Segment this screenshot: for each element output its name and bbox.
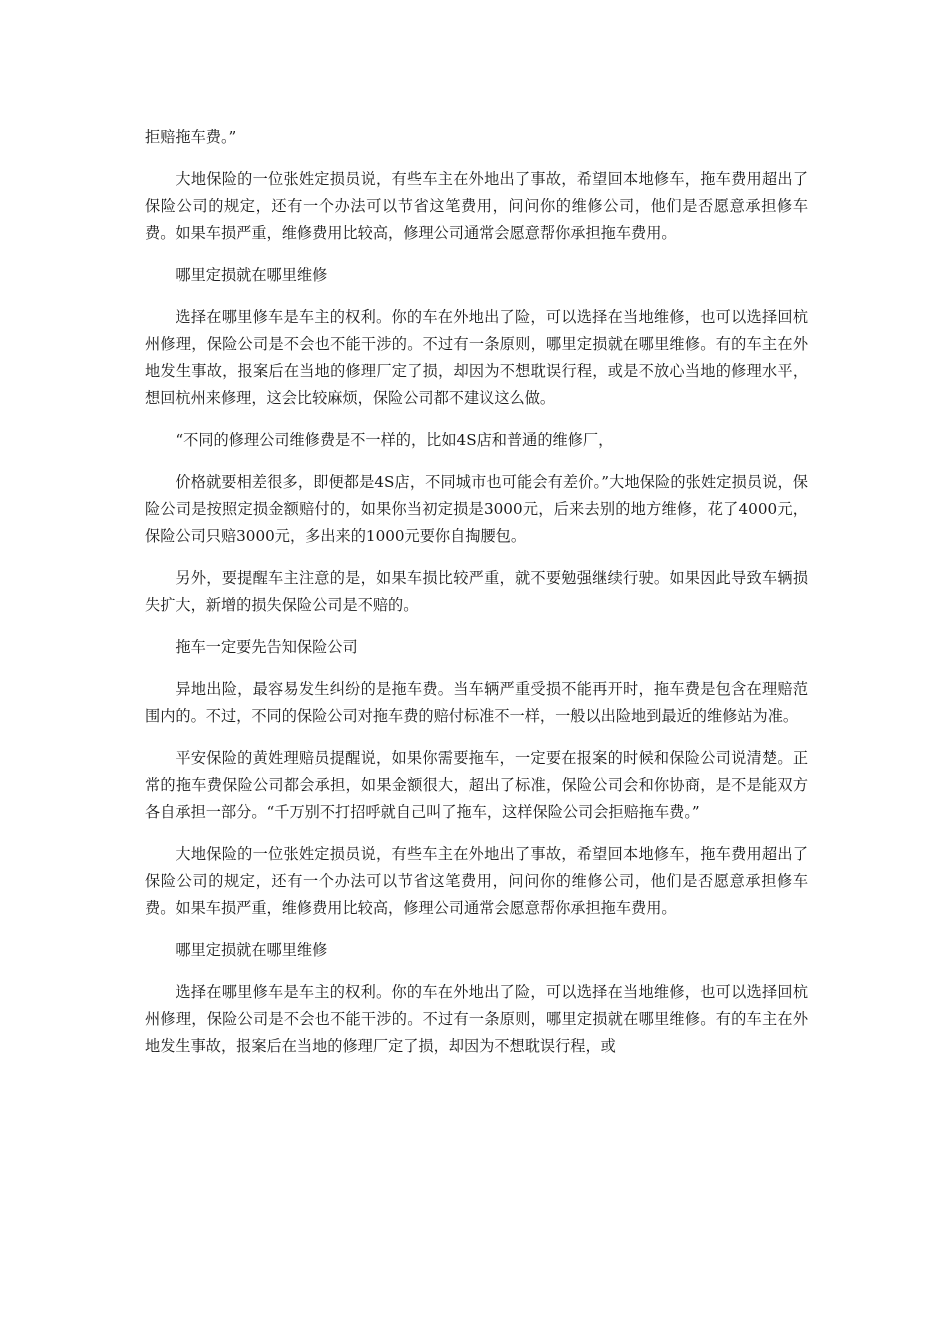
section-heading: 哪里定损就在哪里维修 bbox=[175, 266, 328, 284]
paragraph-continuation: 拒赔拖车费。” bbox=[145, 128, 237, 146]
paragraph: 价格就要相差很多，即便都是4S店，不同城市也可能会有差价。”大地保险的张姓定损员说，保险公司是按照定损金额赔付的，如果你当初定损是3000元，后来去别的地方维修，花了4000元，保险公司只赔3000元，多出来的1000元要你自掏腰包。 bbox=[145, 473, 808, 545]
document-page bbox=[145, 124, 808, 1075]
paragraph: 选择在哪里修车是车主的权利。你的车在外地出了险，可以选择在当地维修，也可以选择回杭州修理，保险公司是不会也不能干涉的。不过有一条原则，哪里定损就在哪里维修。有的车主在外地发生事故，报案后在当地的修理厂定了损，却因为不想耽误行程，或是不放心当地的修理水平，想回杭州来修理，这会比较麻烦，保险公司都不建议这么做。 bbox=[145, 308, 808, 407]
paragraph: 平安保险的黄姓理赔员提醒说，如果你需要拖车，一定要在报案的时候和保险公司说清楚。正常的拖车费保险公司都会承担，如果金额很大，超出了标准，保险公司会和你协商，是不是能双方各自承担一部分。“千万别不打招呼就自己叫了拖车，这样保险公司会拒赔拖车费。” bbox=[145, 749, 808, 821]
paragraph: 大地保险的一位张姓定损员说，有些车主在外地出了事故，希望回本地修车，拖车费用超出了保险公司的规定，还有一个办法可以节省这笔费用，问问你的维修公司，他们是否愿意承担修车费。如果车损严重，维修费用比较高，修理公司通常会愿意帮你承担拖车费用。 bbox=[145, 170, 808, 242]
section-heading: 哪里定损就在哪里维修 bbox=[175, 941, 328, 959]
paragraph: 大地保险的一位张姓定损员说，有些车主在外地出了事故，希望回本地修车，拖车费用超出了保险公司的规定，还有一个办法可以节省这笔费用，问问你的维修公司，他们是否愿意承担修车费。如果车损严重，维修费用比较高，修理公司通常会愿意帮你承担拖车费用。 bbox=[145, 845, 808, 917]
paragraph: 异地出险，最容易发生纠纷的是拖车费。当车辆严重受损不能再开时，拖车费是包含在理赔范围内的。不过，不同的保险公司对拖车费的赔付标准不一样，一般以出险地到最近的维修站为准。 bbox=[145, 680, 808, 725]
paragraph: “不同的修理公司维修费是不一样的，比如4S店和普通的维修厂， bbox=[175, 431, 614, 449]
paragraph: 选择在哪里修车是车主的权利。你的车在外地出了险，可以选择在当地维修，也可以选择回杭州修理，保险公司是不会也不能干涉的。不过有一条原则，哪里定损就在哪里维修。有的车主在外地发生事故，报案后在当地的修理厂定了损，却因为不想耽误行程，或 bbox=[145, 983, 808, 1055]
paragraph: 另外，要提醒车主注意的是，如果车损比较严重，就不要勉强继续行驶。如果因此导致车辆损失扩大，新增的损失保险公司是不赔的。 bbox=[145, 569, 808, 614]
section-heading: 拖车一定要先告知保险公司 bbox=[175, 638, 358, 656]
